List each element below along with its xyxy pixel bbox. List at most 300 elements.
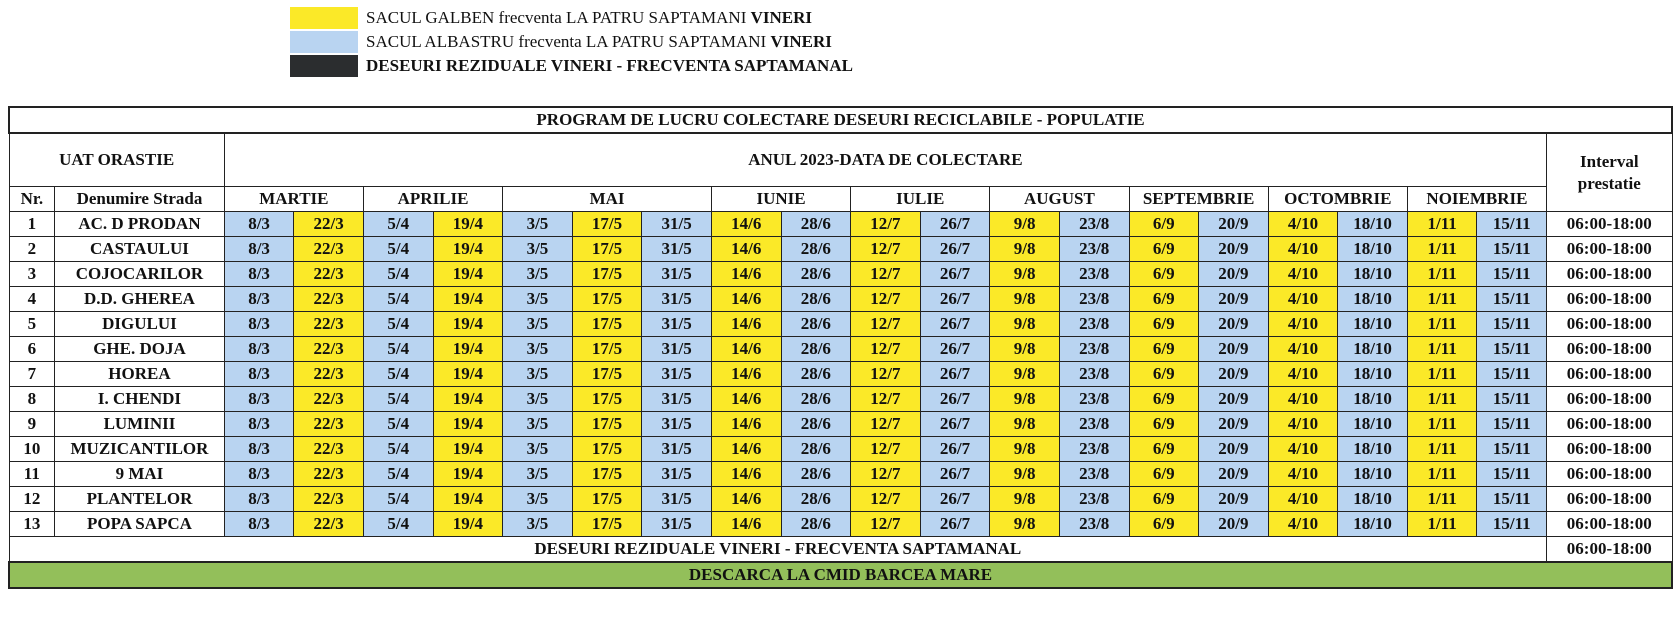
collection-date: 3/5 (503, 462, 573, 487)
legend (290, 6, 853, 78)
interval-cell: 06:00-18:00 (1547, 362, 1672, 387)
interval-cell: 06:00-18:00 (1547, 462, 1672, 487)
collection-date: 23/8 (1059, 312, 1129, 337)
collection-date: 28/6 (781, 287, 851, 312)
uat-label: UAT ORASTIE (9, 133, 224, 187)
table-row (9, 212, 1672, 237)
collection-date: 15/11 (1477, 462, 1547, 487)
street-name: COJOCARILOR (55, 262, 225, 287)
month-header: MAI (503, 187, 712, 212)
collection-date: 1/11 (1407, 512, 1477, 537)
collection-date: 22/3 (294, 312, 364, 337)
collection-date: 4/10 (1268, 487, 1338, 512)
collection-date: 1/11 (1407, 387, 1477, 412)
month-header: IUNIE (711, 187, 850, 212)
collection-date: 22/3 (294, 387, 364, 412)
table-row (9, 412, 1672, 437)
interval-cell: 06:00-18:00 (1547, 237, 1672, 262)
collection-date: 9/8 (990, 287, 1060, 312)
collection-date: 14/6 (711, 287, 781, 312)
collection-date: 8/3 (224, 362, 294, 387)
month-header: SEPTEMBRIE (1129, 187, 1268, 212)
row-number: 10 (9, 437, 55, 462)
collection-date: 22/3 (294, 462, 364, 487)
row-number: 9 (9, 412, 55, 437)
collection-date: 23/8 (1059, 337, 1129, 362)
collection-date: 14/6 (711, 337, 781, 362)
collection-date: 23/8 (1059, 487, 1129, 512)
collection-date: 19/4 (433, 362, 503, 387)
collection-date: 12/7 (851, 312, 921, 337)
collection-date: 9/8 (990, 237, 1060, 262)
collection-date: 20/9 (1199, 362, 1269, 387)
month-header: AUGUST (990, 187, 1129, 212)
collection-date: 28/6 (781, 337, 851, 362)
collection-date: 31/5 (642, 312, 712, 337)
collection-date: 22/3 (294, 337, 364, 362)
collection-date: 28/6 (781, 487, 851, 512)
collection-date: 8/3 (224, 487, 294, 512)
collection-date: 14/6 (711, 462, 781, 487)
collection-date: 26/7 (920, 212, 990, 237)
collection-date: 18/10 (1338, 437, 1408, 462)
collection-date: 18/10 (1338, 487, 1408, 512)
collection-date: 31/5 (642, 512, 712, 537)
collection-date: 19/4 (433, 387, 503, 412)
collection-date: 18/10 (1338, 212, 1408, 237)
collection-date: 17/5 (572, 237, 642, 262)
collection-date: 12/7 (851, 262, 921, 287)
collection-date: 14/6 (711, 312, 781, 337)
collection-date: 8/3 (224, 337, 294, 362)
collection-date: 12/7 (851, 387, 921, 412)
collection-date: 22/3 (294, 262, 364, 287)
legend-name: DESEURI REZIDUALE VINERI - FRECVENTA SAPTAMANAL (366, 56, 853, 75)
collection-date: 1/11 (1407, 237, 1477, 262)
collection-date: 31/5 (642, 437, 712, 462)
collection-date: 8/3 (224, 237, 294, 262)
collection-date: 6/9 (1129, 312, 1199, 337)
legend-row-blue (290, 30, 853, 54)
row-number: 1 (9, 212, 55, 237)
collection-date: 15/11 (1477, 262, 1547, 287)
collection-date: 3/5 (503, 337, 573, 362)
row-number: 4 (9, 287, 55, 312)
row-number: 5 (9, 312, 55, 337)
collection-date: 6/9 (1129, 412, 1199, 437)
collection-date: 23/8 (1059, 412, 1129, 437)
collection-date: 5/4 (363, 512, 433, 537)
collection-date: 22/3 (294, 512, 364, 537)
collection-date: 8/3 (224, 312, 294, 337)
collection-date: 22/3 (294, 287, 364, 312)
collection-date: 9/8 (990, 387, 1060, 412)
collection-date: 5/4 (363, 312, 433, 337)
collection-date: 18/10 (1338, 387, 1408, 412)
table-row (9, 262, 1672, 287)
collection-date: 12/7 (851, 237, 921, 262)
collection-date: 26/7 (920, 387, 990, 412)
collection-date: 28/6 (781, 312, 851, 337)
interval-cell: 06:00-18:00 (1547, 337, 1672, 362)
collection-date: 23/8 (1059, 462, 1129, 487)
disposal-site-footer: DESCARCA LA CMID BARCEA MARE (9, 562, 1672, 588)
residual-waste-text: DESEURI REZIDUALE VINERI - FRECVENTA SAPTAMANAL (9, 537, 1547, 563)
collection-date: 15/11 (1477, 287, 1547, 312)
street-header: Denumire Strada (55, 187, 225, 212)
legend-day: VINERI (770, 32, 832, 51)
table-title: PROGRAM DE LUCRU COLECTARE DESEURI RECICLABILE - POPULATIE (9, 107, 1672, 133)
legend-text: frecventa LA PATRU SAPTAMANI (498, 8, 747, 27)
collection-date: 5/4 (363, 212, 433, 237)
legend-day: VINERI (750, 8, 813, 27)
interval-cell: 06:00-18:00 (1547, 262, 1672, 287)
collection-date: 18/10 (1338, 287, 1408, 312)
legend-text: frecventa LA PATRU SAPTAMANI (518, 32, 767, 51)
street-name: HOREA (55, 362, 225, 387)
collection-date: 19/4 (433, 312, 503, 337)
collection-date: 6/9 (1129, 287, 1199, 312)
collection-date: 31/5 (642, 387, 712, 412)
table-row (9, 437, 1672, 462)
collection-date: 23/8 (1059, 237, 1129, 262)
collection-date: 26/7 (920, 337, 990, 362)
collection-date: 14/6 (711, 362, 781, 387)
table-row (9, 312, 1672, 337)
row-number: 6 (9, 337, 55, 362)
collection-date: 14/6 (711, 412, 781, 437)
collection-date: 17/5 (572, 462, 642, 487)
collection-date: 31/5 (642, 262, 712, 287)
street-name: LUMINII (55, 412, 225, 437)
collection-date: 19/4 (433, 437, 503, 462)
collection-date: 18/10 (1338, 337, 1408, 362)
collection-date: 5/4 (363, 462, 433, 487)
collection-date: 5/4 (363, 362, 433, 387)
interval-cell: 06:00-18:00 (1547, 312, 1672, 337)
legend-row-residual (290, 54, 853, 78)
collection-date: 17/5 (572, 212, 642, 237)
collection-date: 17/5 (572, 287, 642, 312)
table-title-row (9, 107, 1672, 133)
collection-date: 1/11 (1407, 287, 1477, 312)
year-header: ANUL 2023-DATA DE COLECTARE (224, 133, 1546, 187)
street-name: AC. D PRODAN (55, 212, 225, 237)
collection-date: 9/8 (990, 437, 1060, 462)
collection-date: 4/10 (1268, 437, 1338, 462)
collection-date: 17/5 (572, 387, 642, 412)
collection-date: 5/4 (363, 287, 433, 312)
row-number: 13 (9, 512, 55, 537)
blue-bag-swatch (290, 31, 358, 53)
collection-schedule-table (8, 106, 1673, 589)
month-header: IULIE (851, 187, 990, 212)
collection-date: 8/3 (224, 437, 294, 462)
collection-date: 20/9 (1199, 337, 1269, 362)
collection-date: 1/11 (1407, 462, 1477, 487)
collection-date: 19/4 (433, 487, 503, 512)
collection-date: 28/6 (781, 412, 851, 437)
collection-date: 15/11 (1477, 337, 1547, 362)
collection-date: 19/4 (433, 212, 503, 237)
collection-date: 12/7 (851, 212, 921, 237)
row-number: 7 (9, 362, 55, 387)
collection-date: 19/4 (433, 337, 503, 362)
collection-date: 17/5 (572, 362, 642, 387)
collection-date: 19/4 (433, 462, 503, 487)
street-name: I. CHENDI (55, 387, 225, 412)
collection-date: 12/7 (851, 287, 921, 312)
collection-date: 4/10 (1268, 262, 1338, 287)
collection-date: 8/3 (224, 462, 294, 487)
table-row (9, 362, 1672, 387)
residual-waste-row (9, 537, 1672, 563)
collection-date: 1/11 (1407, 487, 1477, 512)
collection-date: 18/10 (1338, 462, 1408, 487)
collection-date: 14/6 (711, 262, 781, 287)
collection-date: 3/5 (503, 312, 573, 337)
collection-date: 28/6 (781, 237, 851, 262)
collection-date: 20/9 (1199, 487, 1269, 512)
collection-date: 15/11 (1477, 487, 1547, 512)
collection-date: 8/3 (224, 412, 294, 437)
street-name: MUZICANTILOR (55, 437, 225, 462)
collection-date: 20/9 (1199, 437, 1269, 462)
collection-date: 4/10 (1268, 387, 1338, 412)
collection-date: 9/8 (990, 262, 1060, 287)
residual-waste-swatch (290, 55, 358, 77)
interval-cell: 06:00-18:00 (1547, 437, 1672, 462)
collection-date: 17/5 (572, 312, 642, 337)
collection-date: 14/6 (711, 437, 781, 462)
collection-date: 15/11 (1477, 237, 1547, 262)
collection-date: 26/7 (920, 237, 990, 262)
collection-date: 14/6 (711, 212, 781, 237)
collection-date: 5/4 (363, 387, 433, 412)
collection-date: 5/4 (363, 412, 433, 437)
collection-date: 8/3 (224, 387, 294, 412)
table-row (9, 512, 1672, 537)
collection-date: 4/10 (1268, 412, 1338, 437)
collection-date: 9/8 (990, 337, 1060, 362)
collection-date: 4/10 (1268, 512, 1338, 537)
collection-date: 20/9 (1199, 462, 1269, 487)
collection-date: 1/11 (1407, 412, 1477, 437)
collection-date: 4/10 (1268, 212, 1338, 237)
collection-date: 17/5 (572, 412, 642, 437)
collection-date: 26/7 (920, 412, 990, 437)
collection-date: 15/11 (1477, 512, 1547, 537)
collection-date: 3/5 (503, 412, 573, 437)
collection-date: 18/10 (1338, 362, 1408, 387)
street-name: GHE. DOJA (55, 337, 225, 362)
collection-date: 20/9 (1199, 237, 1269, 262)
collection-date: 8/3 (224, 262, 294, 287)
street-name: CASTAULUI (55, 237, 225, 262)
collection-date: 3/5 (503, 437, 573, 462)
month-header: APRILIE (363, 187, 502, 212)
collection-date: 17/5 (572, 437, 642, 462)
interval-cell: 06:00-18:00 (1547, 212, 1672, 237)
collection-date: 6/9 (1129, 212, 1199, 237)
collection-date: 31/5 (642, 487, 712, 512)
collection-date: 18/10 (1338, 312, 1408, 337)
collection-date: 4/10 (1268, 287, 1338, 312)
month-header-row (9, 187, 1672, 212)
collection-date: 12/7 (851, 487, 921, 512)
collection-date: 6/9 (1129, 387, 1199, 412)
legend-row-yellow (290, 6, 853, 30)
collection-date: 12/7 (851, 412, 921, 437)
collection-date: 9/8 (990, 462, 1060, 487)
collection-date: 14/6 (711, 237, 781, 262)
street-name: POPA SAPCA (55, 512, 225, 537)
collection-date: 17/5 (572, 337, 642, 362)
month-header: NOIEMBRIE (1407, 187, 1546, 212)
collection-date: 9/8 (990, 312, 1060, 337)
collection-date: 3/5 (503, 237, 573, 262)
collection-date: 5/4 (363, 487, 433, 512)
collection-date: 26/7 (920, 487, 990, 512)
collection-date: 31/5 (642, 287, 712, 312)
collection-date: 31/5 (642, 212, 712, 237)
collection-date: 26/7 (920, 312, 990, 337)
collection-date: 28/6 (781, 212, 851, 237)
collection-date: 3/5 (503, 362, 573, 387)
interval-cell: 06:00-18:00 (1547, 387, 1672, 412)
collection-date: 12/7 (851, 337, 921, 362)
collection-date: 22/3 (294, 412, 364, 437)
collection-date: 19/4 (433, 512, 503, 537)
collection-date: 26/7 (920, 462, 990, 487)
collection-date: 23/8 (1059, 437, 1129, 462)
collection-date: 28/6 (781, 362, 851, 387)
street-name: PLANTELOR (55, 487, 225, 512)
collection-date: 28/6 (781, 437, 851, 462)
collection-date: 5/4 (363, 437, 433, 462)
collection-date: 6/9 (1129, 362, 1199, 387)
collection-date: 15/11 (1477, 387, 1547, 412)
yellow-bag-swatch (290, 7, 358, 29)
collection-date: 5/4 (363, 262, 433, 287)
collection-date: 8/3 (224, 512, 294, 537)
collection-date: 14/6 (711, 487, 781, 512)
collection-date: 31/5 (642, 362, 712, 387)
collection-date: 9/8 (990, 362, 1060, 387)
collection-date: 9/8 (990, 487, 1060, 512)
collection-date: 23/8 (1059, 387, 1129, 412)
collection-date: 4/10 (1268, 237, 1338, 262)
row-number: 11 (9, 462, 55, 487)
month-header: MARTIE (224, 187, 363, 212)
collection-date: 4/10 (1268, 312, 1338, 337)
collection-date: 20/9 (1199, 512, 1269, 537)
collection-date: 20/9 (1199, 312, 1269, 337)
collection-date: 12/7 (851, 462, 921, 487)
collection-date: 23/8 (1059, 287, 1129, 312)
collection-date: 1/11 (1407, 312, 1477, 337)
collection-date: 12/7 (851, 512, 921, 537)
collection-date: 22/3 (294, 362, 364, 387)
collection-date: 4/10 (1268, 462, 1338, 487)
collection-date: 5/4 (363, 337, 433, 362)
collection-date: 1/11 (1407, 337, 1477, 362)
collection-date: 23/8 (1059, 362, 1129, 387)
collection-date: 15/11 (1477, 362, 1547, 387)
collection-date: 12/7 (851, 437, 921, 462)
collection-date: 19/4 (433, 412, 503, 437)
collection-date: 19/4 (433, 262, 503, 287)
table-row (9, 387, 1672, 412)
collection-date: 18/10 (1338, 412, 1408, 437)
collection-date: 6/9 (1129, 337, 1199, 362)
collection-date: 23/8 (1059, 212, 1129, 237)
street-name: D.D. GHEREA (55, 287, 225, 312)
collection-date: 17/5 (572, 512, 642, 537)
collection-date: 26/7 (920, 437, 990, 462)
collection-date: 3/5 (503, 487, 573, 512)
collection-date: 6/9 (1129, 237, 1199, 262)
collection-date: 9/8 (990, 412, 1060, 437)
row-number: 8 (9, 387, 55, 412)
collection-date: 3/5 (503, 262, 573, 287)
collection-date: 19/4 (433, 287, 503, 312)
table-row (9, 337, 1672, 362)
collection-date: 26/7 (920, 262, 990, 287)
collection-date: 6/9 (1129, 462, 1199, 487)
interval-cell: 06:00-18:00 (1547, 487, 1672, 512)
row-number: 12 (9, 487, 55, 512)
collection-date: 14/6 (711, 512, 781, 537)
collection-date: 28/6 (781, 387, 851, 412)
interval-cell: 06:00-18:00 (1547, 287, 1672, 312)
collection-date: 31/5 (642, 237, 712, 262)
collection-date: 26/7 (920, 362, 990, 387)
collection-date: 28/6 (781, 262, 851, 287)
collection-date: 14/6 (711, 387, 781, 412)
collection-date: 26/7 (920, 287, 990, 312)
collection-date: 17/5 (572, 262, 642, 287)
collection-date: 6/9 (1129, 487, 1199, 512)
street-name: 9 MAI (55, 462, 225, 487)
collection-date: 4/10 (1268, 337, 1338, 362)
street-name: DIGULUI (55, 312, 225, 337)
interval-cell: 06:00-18:00 (1547, 512, 1672, 537)
collection-date: 8/3 (224, 287, 294, 312)
interval-cell: 06:00-18:00 (1547, 412, 1672, 437)
collection-date: 15/11 (1477, 312, 1547, 337)
interval-header: Interval prestatie (1547, 133, 1672, 212)
collection-date: 1/11 (1407, 262, 1477, 287)
collection-date: 22/3 (294, 487, 364, 512)
collection-date: 9/8 (990, 212, 1060, 237)
collection-date: 4/10 (1268, 362, 1338, 387)
month-header: OCTOMBRIE (1268, 187, 1407, 212)
collection-date: 23/8 (1059, 512, 1129, 537)
collection-date: 1/11 (1407, 437, 1477, 462)
collection-date: 20/9 (1199, 412, 1269, 437)
collection-date: 31/5 (642, 462, 712, 487)
table-row (9, 487, 1672, 512)
collection-date: 20/9 (1199, 287, 1269, 312)
collection-date: 20/9 (1199, 212, 1269, 237)
collection-date: 15/11 (1477, 437, 1547, 462)
collection-date: 28/6 (781, 512, 851, 537)
collection-date: 26/7 (920, 512, 990, 537)
collection-date: 20/9 (1199, 262, 1269, 287)
collection-date: 23/8 (1059, 262, 1129, 287)
collection-date: 22/3 (294, 212, 364, 237)
